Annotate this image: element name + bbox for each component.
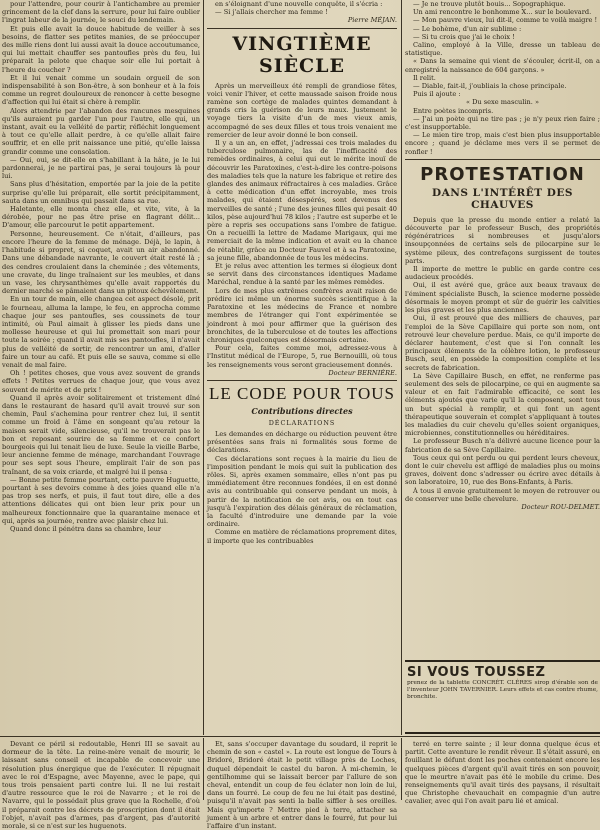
separator [207,380,397,381]
paragraph: Calino, employé à la Ville, dresse un tableau de statistique. [405,41,600,58]
article-title-protestation: PROTESTATION [420,163,585,185]
column-left [2,0,200,728]
column-rule-2 [401,0,402,735]
column-middle [207,0,397,672]
bottom-column-rule-2 [401,738,402,800]
paragraph: Devant ce péril si redoutable, Henri III se savait au dormeur de la tête. La reine-mère venait de mourir, le laissant sans conseil et incapable de concevoir une résolution plus énergique que de l'exécuter. Il répugnait avec le roi d'Espagne, avec Mayenne, avec le pape, qui tous trois pensaient parti contre lui. Il ne lui restait d'autre ressource que le roi de Navarre ; et le roi de Navarre, qui le possédait plus grave que la Rochelle, d'où il préparait contre les décrets de proscription dont il était l'objet, n'avait pas d'armes, pas d'argent, pas d'autorité morale, si ce n'est sur les huguenots. [2,740,200,830]
article-title-vingtieme-siecle: VINGTIÈME SIÈCLE [232,32,372,77]
separator [207,28,397,29]
paragraph: — Si j'allais chercher ma femme ! [215,8,328,17]
paragraph: Après un merveilleux été rempli de grandiose fêtes, voici venir l'hiver, et cette maussade saison froide nous ramène son cortège de malades quintes demandant à grands cris la guérison de leurs maux. Justement le voyage tiers la visite d'un de mes vieux amis, accompagné de ses deux filles et tous trois venaient me remercier de leur avoir donné le bon conseil. [207,81,397,139]
article-section-label: DÉCLARATIONS [268,418,336,427]
feuilleton-middle [207,740,397,830]
signature: Docteur BERNIÈRE. [328,368,397,377]
paragraph: Oui, il est avéré que, grâce aux beaux travaux de l'éminent spécialiste Busch, la science moderne possède désormais le moyen prompt et sûr de guérir les calvities les plus graves et les plus anciennes. [405,281,600,315]
signature: Docteur ROU-DELMET. [521,502,600,511]
paragraph: — Diable, fait-il, j'oubliais la chose principale. [413,82,567,91]
paragraph: terré en terre sainte ; il leur donna quelque écus et partit. Cette aventure le rendit rêveur. Il s'était assuré, en fouillant le défunt dont les poches contenaient encore les quelques pièces d'argent qu'il avait tirés en son pouvoir, que le meurtre n'avait pas été le mobile du crime. Des renseignements qu'il avait tirés des paysans, il résultait que Christophe chevauchait en compagnie d'un autre cavalier, avec qui l'on avait paru lié et amical. [405,740,600,806]
paragraph: Il importe de mettre le public en garde contre ces audacieux procédés. [405,265,600,282]
paragraph: Il relit. [413,73,436,82]
paragraph: Et, sans s'occuper davantage du soudard, il reprit le chemin de son « castel ». La route est longue de Tours à Bridoré, Bridoré était le petit village près de Loches, duquel dépendait le castel du baron. À mi-chemin, le gentilhomme qui se laissait bercer par l'allure de son cheval, entendit un coup de feu éclater non loin de lui, dans un fourré. Le coup de feu ne lui était pas destiné, puisqu'il n'avait pas senti la balle siffler à ses oreilles. Mais qu'importe ? Mettre pied à terre, attacher sa jument à un arbre et entrer dans le fourré, fut pour lui l'affaire d'un instant. [207,740,397,830]
paragraph: — Si tu crois que j'ai le choix ! [413,32,515,41]
advertisement-toux [405,660,600,734]
column-rule-1 [203,0,204,735]
paragraph: En un tour de main, elle changea cet aspect désolé, prit le fourneau, alluma la lampe, le feu, en approcha comme chaque jour ses pantoufles, ses coussinets de tour intimité, où Paul aimait à glisser les pieds dans une mollesse heureuse et qui lui promettait son mari pour toute la soirée ; quand il avait mis ses pantoufles, il n'avait plus de velléité de sortir, de rencontrer un ami, d'aller faire un tour au café. Et puis elle se sauva, comme si elle venait de mal faire. [2,295,200,369]
article-subtitle-chauves: DANS L'INTÉRÊT DES CHAUVES [432,186,573,211]
ad-headline: SI VOUS TOUSSEZ [407,665,546,680]
paragraph: « Du sexe masculin. » [466,98,539,107]
paragraph: en s'éloignant d'une nouvelle conquête, il s'écria : [215,0,383,8]
paragraph: Quand donc il pénétra dans sa chambre, leur [10,525,162,533]
paragraph: Personne, heureusement. Ce n'était, d'ailleurs, pas encore l'heure de la femme de ménage. Déjà, le lapin, à l'habitude si propret, si coquet, avait un air abandonné. Dans une débandade navrante, le couvert était resté là ; des cendres croulaient dans la cheminée ; des vêtements, une cravate, du linge traînaient sur les meubles, et dans un vase, les chrysanthèmes qu'elle avait rapportés du dernier marché se pâmaient dans un pitoux échevèlement. [2,229,200,296]
paragraph: Entre poètes incompris. [413,106,494,115]
feuilleton-left [2,740,200,830]
paragraph: Puis il ajoute : [413,90,461,99]
paragraph: À tous il envoie gratuitement le moyen de retrouver ou de conserver une belle chevelure. [405,486,600,503]
paragraph: Et il lui venait comme un soudain orgueil de son indispensabilité à son Bon-être, à son bonheur et à la fois comme un regret douloureux de renoncer à cette besogne d'affection qui lui était si chère à remplir. [2,73,200,107]
paragraph: Tous ceux qui ont perdu ou qui perdent leurs cheveux, dont le cuir chevelu est affligé de maladies plus ou moins graves, doivent donc s'adresser ou écrire avec détails à son laboratoire, 10, rue des Bons-Enfants, à Paris. [405,453,600,487]
paragraph: Pour cela, faites comme moi, adressez-vous à l'Institut médical de l'Europe, 5, rue Bernouilli, où tous les renseignements vous seront gracieusement donnés. [207,344,397,369]
paragraph: — Mon pauvre vieux, lui dit-il, comme te voilà maigre ! [413,16,598,25]
article-subtitle: Contributions directes [251,405,353,416]
paragraph: Oh ! petites choses, que vous avez souvent de grands effets ! Petites verrues de chaque jour, que vous avez souvent de mérite et de prix ! [2,369,200,394]
paragraph: Haletante, elle monta chez elle, et vite, vite, à la dérobée, pour ne pas être prise en flagrant délit... D'amour, elle parcourut le petit appartement. [2,205,200,230]
paragraph: — Le mien tire trop, mais c'est bien plus insupportable encore ; quand je déclame mes vers il se permet de ronfler ! [405,131,600,156]
signature: Pierre MÉJAN. [347,16,397,25]
paragraph: pour l'attendre, pour courir à l'antichambre au premier grincement de la clef dans la serrure, pour lui faire oublier l'ingrat labeur de la journée, le souci du lendemain. [2,0,200,25]
paragraph: Oui, il est prouvé que des milliers de chauves, par l'emploi de la Sève Capillaire qui porte son nom, ont retrouvé leur chevelure perdue. Mais, ce qu'il importe de déclarer hautement, c'est que si l'on connaît les principaux éléments de la célèbre lotion, le professeur Busch, seul, en possède la composition complète et les secrets de fabrication. [405,314,600,372]
ad-text: prenez de la tablette CONCRÉT. CLÉRES sirop d'érable son de l'inventeur JOHN TAVERNIER. Leurs effets et cas contre rhume, bronchite. [407,680,598,700]
paragraph: La Sève Capillaire Busch, en effet, ne renferme pas seulement des sels de pilocarpine, ce qui en augmente sa valeur et en fait l'admirable efficacité, ce sont les éléments ajoutés que varie qu'il la composent, sont tous un but spécial à remplir, et qui font un agent thérapeutique souverain et complet s'appliquant à toutes les maladies du cuir chevelu qu'elles soient organiques, microbiennes, constitutionnelles ou héréditaires. [405,371,600,438]
feuilleton-right [405,740,600,806]
paragraph: Comme en matière de réclamations proprement dites, il importe que les contribuables [207,528,397,545]
paragraph: — Le bohème, d'un air sublime : [413,24,522,33]
column-right [405,0,600,660]
paragraph: — Oui, oui, se dit-elle en s'habillant à la hâte, je le lui pardonnerai, je ne partirai pas, je serai toujours là pour lui. [2,155,200,181]
paragraph: Un ami rencontre le bonhomme X... sur le boulevard. [413,8,592,17]
paragraph: Et puis elle avait la douce habitude de veiller à ses besoins, de flatter ses petites manies, de se préoccuper des mille riens dont lui aussi avait la douce accoutumance, qui lui mettait chauffer ses pantoufles près du feu, lui préparait la pelote que chaque soir elle lui portait à l'heure du coucher ? [2,24,200,74]
paragraph: — Je ne trouve plutôt bouis... Sopographique. [413,0,566,8]
paragraph: Les demandes en décharge ou réduction peuvent être présentées sans frais ni formalités sous forme de déclarations. [207,429,397,455]
fold-rule [0,736,600,737]
separator [405,159,600,160]
paragraph: — J'ai un poète qui ne tire pas ; je n'y peux rien faire ; c'est insupportable. [405,114,600,132]
paragraph: Sans plus d'hésitation, emportée par la joie de la petite surprise qu'elle lui préparait, elle sortit précipitamment, sauta dans un omnibus qui passait dans sa rue. [2,180,200,205]
paragraph: Il y a un an, en effet, j'adressai ces trois malades du tuberculose pulmonaire, las de l'inefficacité des remèdes ordinaires, à celui qui eut le mérite inouï de découvrir les Paratoxines, c'est-à-dire les contre-poisons des maladies tels que la nature les fabrique et retire des glandes des animaux réfractaires à ces maladies. Grâce à cette médication d'un effet incroyable, mes trois malades, qui étaient désespérés, sont devenus des merveilles de santé ; l'une des jeunes filles qui pesait 40 kilos, pèse aujourd'hui 78 kilos ; l'autre est superbe et le père a repris ses occupations sans l'ombre de fatigue. On a recueilli la lettre de Madame Marigaux, qui me remerciait de la même indication et avait eu la chance de rétablir, grâce au Docteur Fauvel et à sa Paratoxine, sa jeune fille, abandonnée de tous les médecins. [207,139,397,262]
bottom-column-rule-1 [203,738,204,800]
paragraph: Et je relus avec attention les termes si élogieux dont se servit dans des circonstances identiques Madame Maréchal, rendue à la santé par les mêmes remèdes. [207,262,397,287]
paragraph: Lors de mes plus extrêmes confrères avait raison de prédire ici même un énorme succès scientifique à la Paratoxine et les médecins de France et nombre membres de l'étranger qui l'ont expérimentée se joindront à moi pour affirmer que la guérison des bronchites, de la tuberculose et de toutes les affections chroniques quelconques est désormais certaine. [207,286,397,344]
paragraph: Depuis que la presse du monde entier a relaté la découverte par le professeur Busch, des propriétés régénératrices si nombreuses et jusqu'alors insoupçonnées de certains sels de pilocarpine sur le système pileux, des contrefaçons surgissent de toutes parts. [405,215,600,265]
paragraph: Le professeur Busch n'a délivré aucune licence pour la fabrication de sa Sève Capillaire. [405,437,600,454]
article-title-code-pour-tous: LE CODE POUR TOUS [209,383,395,403]
paragraph: Ces déclarations sont reçues à la mairie du lieu de l'imposition pendant le mois qui suit la publication des rôles. Si, après examen sommaire, elles n'ont pas pu immédiatement être reconnues fondées, il en est donné avis au contribuable qui conserve pendant un mois, à partir de la notification de cet avis, ou en tout cas jusqu'à l'expiration des délais généraux de réclamation, la faculté d'introduire une demande par la voie ordinaire. [207,454,397,529]
paragraph: « Dans la semaine qui vient de s'écouler, écrit-il, on a enregistré la naissance de 604 garçons. » [405,57,600,74]
paragraph: Alors attendrie par l'abandon des rancunes mesquines qu'ils auraient pu garder l'un pour l'autre, elle qui, un instant, avait eu la velléité de partir, réfléchit longuement à tout ce qu'elle allait perdre, à ce qu'elle allait faire souffrir, et en elle prit naissance une pitié, qu'elle laissa grandir comme une consolation. [2,106,200,156]
paragraph: — Bonne petite femme pourtant, cette pauvre Huguette, pourtant à ses devoirs comme à des joies quand elle n'a pas trop ses nerfs, et puis, il faut tout dire, elle a des attentions délicates qui ont bien leur prix pour un malheureux fonctionnaire que la quarantaine menace et qui, après sa journée, rentre avec plaisir chez lui. [2,475,200,525]
paragraph: Quand il après avoir solitairement et tristement dîné dans le restaurant de hasard qu'il avait trouvé sur son chemin, Paul s'achemina pour rentrer chez lui, il sentit comme un froid à l'âme en songeant qu'au retour la maison serait vide, silencieuse, qu'il ne trouverait pas le bon et reposant sourire de sa femme et ce confort bourgeois qui lui tenait lieu de luxe. Seule la vieille Barbe, leur ancienne femme de ménage, marchandant l'ouvrage pour ses sept sous l'heure, emplirait l'air de son pas traînant, de sa voix criarde, et malgré lui il pensa : [2,393,200,476]
